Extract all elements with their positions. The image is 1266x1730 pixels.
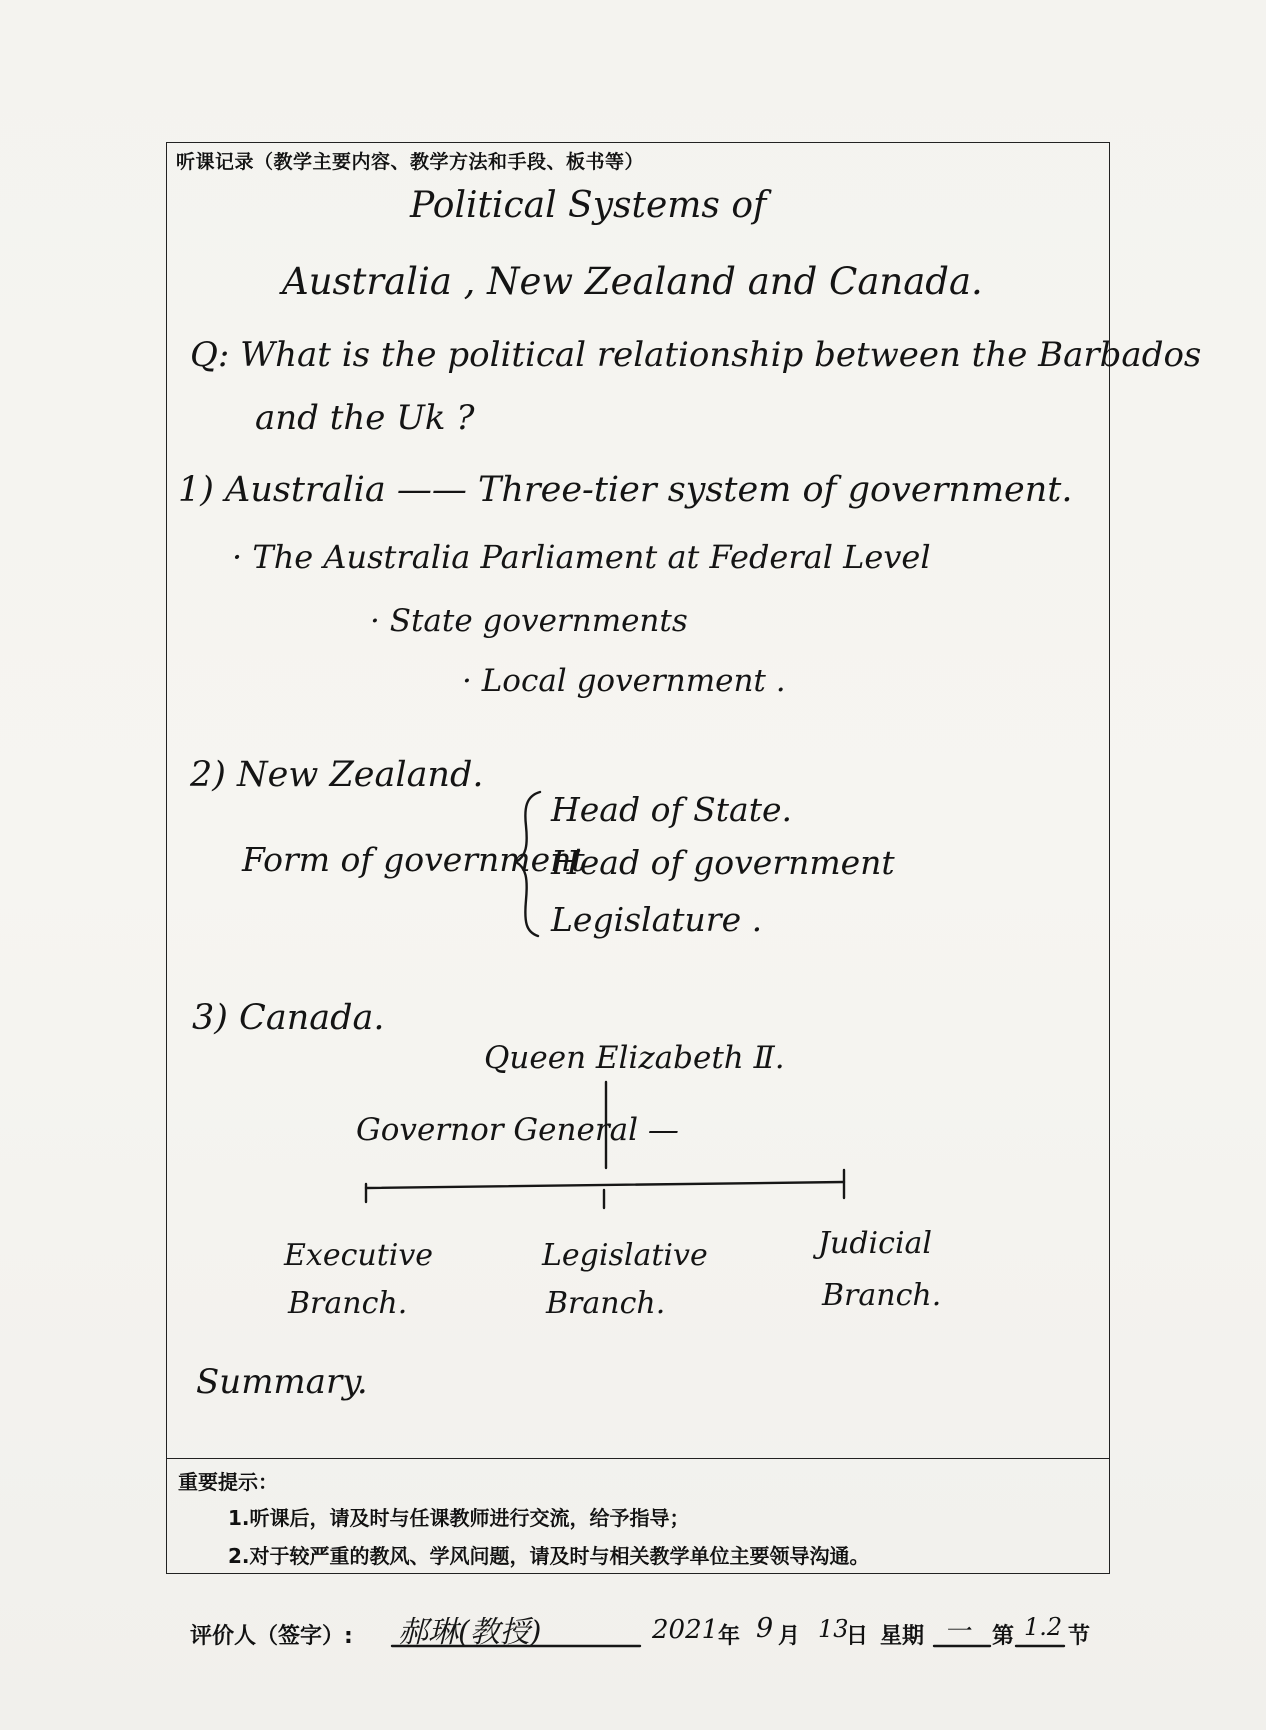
- notes-title-line2: Australia , New Zealand and Canada.: [282, 260, 983, 303]
- branch-name: Judicial: [818, 1226, 933, 1261]
- date-day-unit: 日: [846, 1624, 869, 1649]
- notice-divider: [166, 1458, 1110, 1459]
- notes-title-line1: Political Systems of: [410, 185, 767, 226]
- section-canada-heading: 3) Canada.: [192, 998, 385, 1038]
- canada-queen-node: Queen Elizabeth Ⅱ.: [484, 1040, 785, 1076]
- australia-bullet-federal: · The Australia Parliament at Federal Level: [232, 538, 931, 576]
- question-line2: and the Uk ?: [255, 398, 475, 438]
- nz-item-legislature: Legislature .: [551, 900, 763, 939]
- section-new-zealand-heading: 2) New Zealand.: [190, 755, 484, 795]
- weekday-label: 星期: [880, 1624, 925, 1649]
- evaluator-label: 评价人（签字）:: [190, 1624, 353, 1649]
- summary-label: Summary.: [196, 1362, 368, 1402]
- australia-bullet-state: · State governments: [370, 603, 688, 639]
- weekday-value: 一: [944, 1617, 971, 1647]
- period-unit: 节: [1068, 1624, 1091, 1649]
- evaluator-signature: 郝琳(教授): [398, 1615, 542, 1650]
- date-year: 2021: [652, 1615, 719, 1645]
- period-value: 1.2: [1024, 1613, 1063, 1641]
- notice-item-1: 1.听课后，请及时与任课教师进行交流，给予指导；: [228, 1506, 690, 1530]
- nz-item-head-of-state: Head of State.: [551, 790, 792, 829]
- notice-item-2: 2.对于较严重的教风、学风问题，请及时与相关教学单位主要领导沟通。: [228, 1544, 870, 1568]
- date-day: 13: [818, 1615, 849, 1643]
- branch-word: Branch.: [546, 1286, 666, 1321]
- branch-name: Legislative: [542, 1238, 708, 1273]
- canada-judicial-branch: [818, 1218, 941, 1322]
- signature-footer: [0, 1613, 1266, 1653]
- section-australia-heading: 1) Australia —— Three-tier system of government.: [178, 470, 1073, 510]
- date-month: 9: [756, 1613, 774, 1644]
- canada-governor-general-node: Governor General —: [356, 1112, 679, 1148]
- australia-bullet-local: · Local government .: [462, 663, 786, 699]
- canada-legislative-branch: [542, 1232, 708, 1328]
- date-year-unit: 年: [718, 1624, 741, 1649]
- canada-executive-branch: [284, 1232, 433, 1328]
- record-header-label: 听课记录（教学主要内容、教学方法和手段、板书等）: [176, 151, 645, 173]
- period-prefix: 第: [992, 1624, 1015, 1649]
- branch-word: Branch.: [822, 1278, 942, 1313]
- branch-name: Executive: [284, 1238, 434, 1273]
- question-line1: Q: What is the political relationship between the Barbados: [190, 335, 1202, 375]
- notice-title: 重要提示：: [178, 1470, 278, 1494]
- form-of-government-label: Form of government: [242, 840, 585, 879]
- nz-item-head-of-government: Head of government: [551, 843, 895, 882]
- branch-word: Branch.: [288, 1286, 408, 1321]
- date-month-unit: 月: [778, 1624, 801, 1649]
